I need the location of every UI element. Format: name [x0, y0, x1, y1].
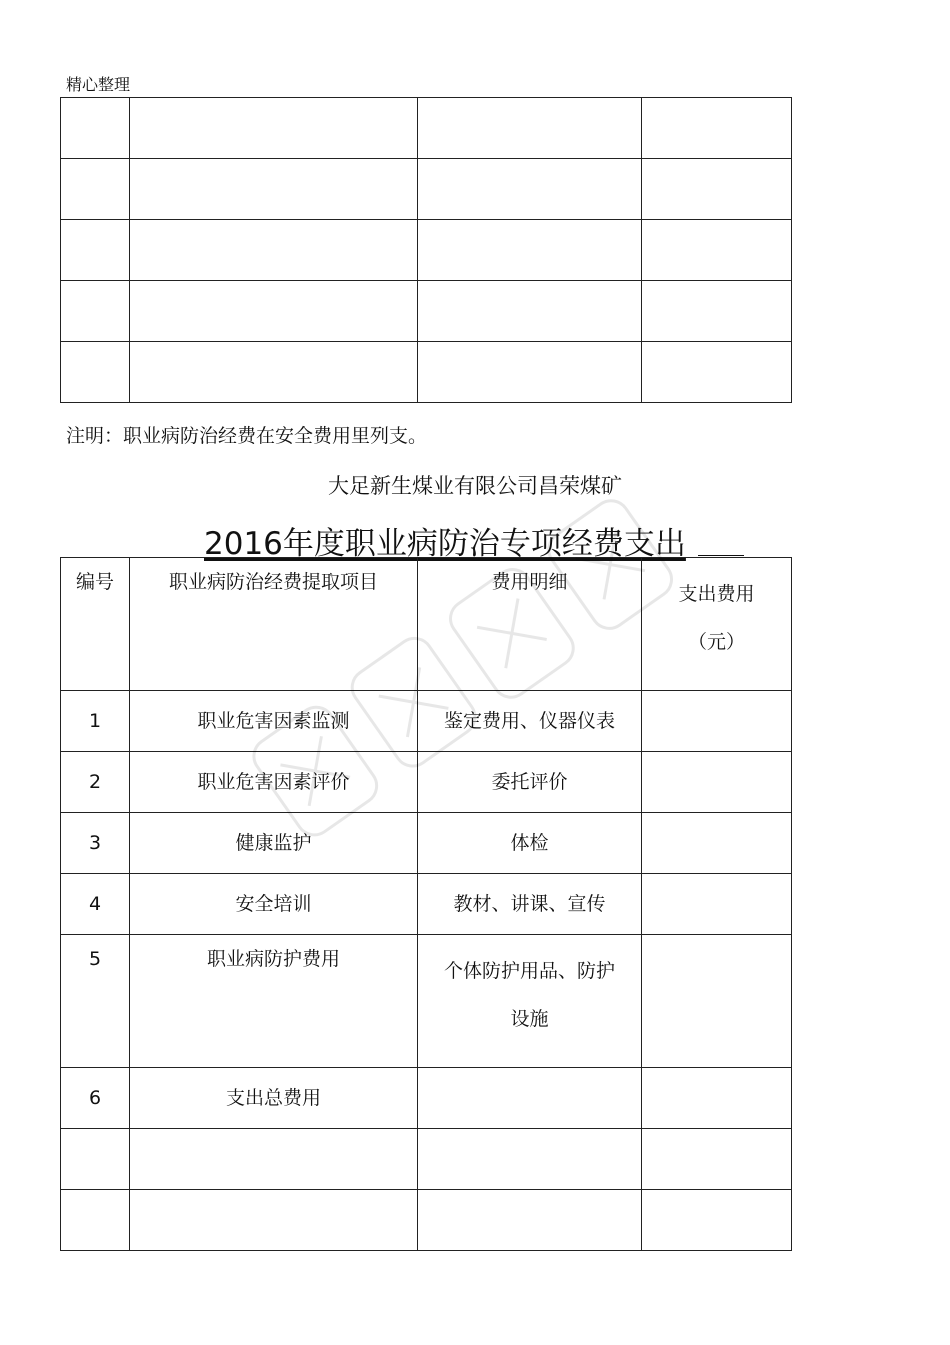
- row-cost: [642, 935, 792, 1068]
- row-item: 支出总费用: [130, 1068, 418, 1129]
- table-row: [61, 874, 792, 935]
- row-cost: [642, 813, 792, 874]
- row-detail: [418, 935, 642, 1068]
- header-cost-line2: （元）: [687, 631, 745, 653]
- header-item: 职业病防治经费提取项目: [130, 558, 418, 691]
- header-detail: 费用明细: [418, 558, 642, 691]
- row-number: 2: [61, 752, 130, 813]
- row-detail-line1: 个体防护用品、防护: [443, 960, 615, 982]
- row-detail: [418, 1068, 642, 1129]
- row-detail: 教材、讲课、宣传: [418, 874, 642, 935]
- table-row: [61, 813, 792, 874]
- row-cost: [642, 752, 792, 813]
- row-number: 1: [61, 691, 130, 752]
- expense-table: [60, 557, 792, 1251]
- table-row: [61, 220, 792, 281]
- row-item: 安全培训: [130, 874, 418, 935]
- row-number: 4: [61, 874, 130, 935]
- row-item: 职业危害因素评价: [130, 752, 418, 813]
- header-cost-line1: 支出费用: [678, 583, 755, 605]
- table-row: [61, 1190, 792, 1251]
- row-number: 6: [61, 1068, 130, 1129]
- row-cost: [642, 691, 792, 752]
- table-row: [61, 1068, 792, 1129]
- row-detail: 鉴定费用、仪器仪表: [418, 691, 642, 752]
- row-detail-line2: 设施: [510, 1008, 549, 1030]
- top-table: [60, 97, 792, 403]
- table-row: [61, 159, 792, 220]
- header-number: 编号: [61, 558, 130, 691]
- table-header-row: [61, 558, 792, 691]
- footnote: 注明：职业病防治经费在安全费用里列支。: [66, 425, 428, 447]
- row-number: 5: [61, 935, 130, 1068]
- table-row: [61, 691, 792, 752]
- row-cost: [642, 1068, 792, 1129]
- table-row: [61, 281, 792, 342]
- table-row: [61, 752, 792, 813]
- table-row: [61, 98, 792, 159]
- header-cost: [642, 558, 792, 691]
- header-note: 精心整理: [66, 75, 131, 94]
- table-row: [61, 342, 792, 403]
- row-number: 3: [61, 813, 130, 874]
- title-underline: [698, 555, 744, 556]
- table-row: [61, 935, 792, 1068]
- table-row: [61, 1129, 792, 1190]
- company-name: 大足新生煤业有限公司昌荣煤矿: [328, 474, 622, 498]
- row-item: 职业病防护费用: [130, 935, 418, 1068]
- row-detail: 体检: [418, 813, 642, 874]
- row-item: 职业危害因素监测: [130, 691, 418, 752]
- page-title: 2016年度职业病防治专项经费支出: [204, 526, 686, 562]
- row-detail: 委托评价: [418, 752, 642, 813]
- row-item: 健康监护: [130, 813, 418, 874]
- row-cost: [642, 874, 792, 935]
